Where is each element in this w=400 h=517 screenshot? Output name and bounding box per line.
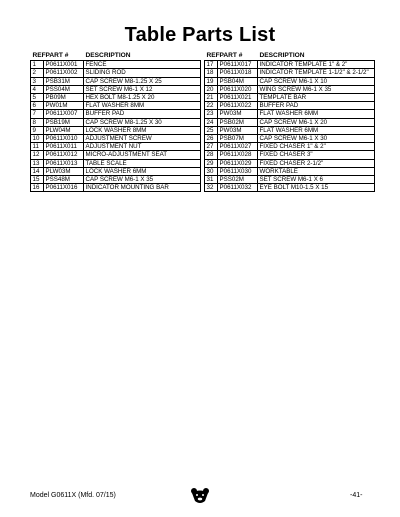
table-row: [31, 94, 201, 102]
description-cell: FENCE: [84, 61, 201, 69]
table-row: [31, 159, 201, 167]
part-number-cell: P0611X030: [218, 167, 258, 175]
grizzly-bear-icon: [190, 487, 210, 505]
description-cell: BUFFER PAD: [258, 102, 375, 110]
part-number-cell: PW03M: [218, 126, 258, 134]
part-number-cell: P0611X032: [218, 184, 258, 192]
ref-cell: 10: [31, 135, 44, 143]
table-row: [205, 69, 375, 77]
table-row: [205, 151, 375, 159]
table-row: [31, 85, 201, 93]
ref-cell: 31: [205, 176, 218, 184]
part-number-cell: PSS48M: [44, 176, 84, 184]
ref-cell: 29: [205, 159, 218, 167]
ref-cell: 21: [205, 94, 218, 102]
description-cell: HEX BOLT M8-1.25 X 20: [84, 94, 201, 102]
part-number-cell: PLW04M: [44, 126, 84, 134]
ref-cell: 12: [31, 151, 44, 159]
table-row: [205, 184, 375, 192]
ref-cell: 23: [205, 110, 218, 118]
table-row: [31, 135, 201, 143]
part-number-cell: PSB04M: [218, 77, 258, 85]
ref-cell: 9: [31, 126, 44, 134]
ref-cell: 4: [31, 85, 44, 93]
ref-cell: 18: [205, 69, 218, 77]
description-cell: FLAT WASHER 8MM: [84, 102, 201, 110]
table-row: [31, 167, 201, 175]
part-number-cell: P0611X029: [218, 159, 258, 167]
description-cell: INDICATOR MOUNTING BAR: [84, 184, 201, 192]
ref-cell: 11: [31, 143, 44, 151]
part-number-cell: PSB02M: [218, 118, 258, 126]
description-cell: EYE BOLT M10-1.5 X 15: [258, 184, 375, 192]
part-number-cell: PW03M: [218, 110, 258, 118]
part-number-cell: PSS02M: [218, 176, 258, 184]
ref-cell: 27: [205, 143, 218, 151]
ref-cell: 19: [205, 77, 218, 85]
ref-cell: 24: [205, 118, 218, 126]
ref-cell: 3: [31, 77, 44, 85]
table-row: [31, 102, 201, 110]
table-row: [31, 118, 201, 126]
ref-cell: 20: [205, 85, 218, 93]
table-row: [31, 143, 201, 151]
ref-cell: 16: [31, 184, 44, 192]
ref-cell: 17: [205, 61, 218, 69]
part-number-cell: P0611X011: [44, 143, 84, 151]
part-number-cell: P0611X022: [218, 102, 258, 110]
ref-cell: 30: [205, 167, 218, 175]
part-column-header: PART #: [45, 52, 69, 59]
part-number-cell: P0611X013: [44, 159, 84, 167]
table-header-row: [31, 52, 201, 61]
part-number-cell: P0611X018: [218, 69, 258, 77]
footer-model: Model G0611X (Mfd. 07/15): [30, 492, 116, 499]
description-cell: WORKTABLE: [258, 167, 375, 175]
part-column-header: PART #: [219, 52, 243, 59]
table-row: [31, 176, 201, 184]
part-number-cell: P0611X017: [218, 61, 258, 69]
ref-cell: 13: [31, 159, 44, 167]
table-row: [205, 126, 375, 134]
description-cell: ADJUSTMENT SCREW: [84, 135, 201, 143]
description-cell: INDICATOR TEMPLATE 1" & 2": [258, 61, 375, 69]
description-column-header: DESCRIPTION: [85, 52, 131, 59]
description-cell: LOCK WASHER 8MM: [84, 126, 201, 134]
part-number-cell: PSS04M: [44, 85, 84, 93]
description-cell: FLAT WASHER 6MM: [258, 110, 375, 118]
description-cell: ADJUSTMENT NUT: [84, 143, 201, 151]
description-cell: BUFFER PAD: [84, 110, 201, 118]
part-number-cell: PB09M: [44, 94, 84, 102]
ref-cell: 6: [31, 102, 44, 110]
description-cell: CAP SCREW M6-1 X 10: [258, 77, 375, 85]
parts-table-right-body: [205, 61, 375, 192]
part-number-cell: P0611X012: [44, 151, 84, 159]
parts-table-left: [30, 52, 201, 192]
page-number: -41-: [350, 492, 363, 499]
part-number-cell: PSB19M: [44, 118, 84, 126]
ref-column-header: REF: [32, 52, 46, 59]
table-row: [205, 110, 375, 118]
description-cell: CAP SCREW M8-1.25 X 30: [84, 118, 201, 126]
description-cell: SET SCREW M6-1 X 6: [258, 176, 375, 184]
description-cell: FIXED CHASER 3": [258, 151, 375, 159]
description-cell: FIXED CHASER 2-1/2": [258, 159, 375, 167]
ref-cell: 7: [31, 110, 44, 118]
page-title: Table Parts List: [124, 24, 276, 46]
table-row: [205, 61, 375, 69]
parts-table-left-body: [31, 61, 201, 192]
table-row: [205, 143, 375, 151]
part-number-cell: PLW03M: [44, 167, 84, 175]
part-number-cell: P0611X016: [44, 184, 84, 192]
table-row: [31, 77, 201, 85]
table-row: [205, 167, 375, 175]
description-cell: LOCK WASHER 6MM: [84, 167, 201, 175]
description-cell: SLIDING ROD: [84, 69, 201, 77]
table-row: [31, 110, 201, 118]
table-row: [205, 102, 375, 110]
description-cell: CAP SCREW M6-1 X 35: [84, 176, 201, 184]
description-cell: FLAT WASHER 6MM: [258, 126, 375, 134]
ref-column-header: REF: [206, 52, 220, 59]
table-row: [205, 135, 375, 143]
table-row: [205, 159, 375, 167]
part-number-cell: P0611X010: [44, 135, 84, 143]
part-number-cell: P0611X020: [218, 85, 258, 93]
description-cell: CAP SCREW M6-1 X 20: [258, 118, 375, 126]
table-row: [31, 151, 201, 159]
part-number-cell: P0611X001: [44, 61, 84, 69]
description-cell: TABLE SCALE: [84, 159, 201, 167]
table-row: [205, 85, 375, 93]
ref-cell: 8: [31, 118, 44, 126]
part-number-cell: P0611X028: [218, 151, 258, 159]
table-row: [205, 94, 375, 102]
part-number-cell: P0611X002: [44, 69, 84, 77]
ref-cell: 22: [205, 102, 218, 110]
part-number-cell: P0611X021: [218, 94, 258, 102]
part-number-cell: P0611X007: [44, 110, 84, 118]
table-row: [31, 126, 201, 134]
description-cell: TEMPLATE BAR: [258, 94, 375, 102]
table-row: [205, 176, 375, 184]
description-cell: CAP SCREW M8-1.25 X 25: [84, 77, 201, 85]
description-column-header: DESCRIPTION: [259, 52, 305, 59]
table-row: [31, 61, 201, 69]
description-cell: SET SCREW M6-1 X 12: [84, 85, 201, 93]
part-number-cell: PSB31M: [44, 77, 84, 85]
ref-cell: 32: [205, 184, 218, 192]
table-row: [31, 184, 201, 192]
description-cell: FIXED CHASER 1" & 2": [258, 143, 375, 151]
table-row: [31, 69, 201, 77]
ref-cell: 26: [205, 135, 218, 143]
ref-cell: 25: [205, 126, 218, 134]
description-cell: WING SCREW M6-1 X 35: [258, 85, 375, 93]
ref-cell: 1: [31, 61, 44, 69]
ref-cell: 28: [205, 151, 218, 159]
ref-cell: 2: [31, 69, 44, 77]
table-header-row: [205, 52, 375, 61]
ref-cell: 15: [31, 176, 44, 184]
part-number-cell: PW01M: [44, 102, 84, 110]
description-cell: INDICATOR TEMPLATE 1-1/2" & 2-1/2": [258, 69, 375, 77]
description-cell: CAP SCREW M6-1 X 30: [258, 135, 375, 143]
ref-cell: 5: [31, 94, 44, 102]
description-cell: MICRO-ADJUSTMENT SEAT: [84, 151, 201, 159]
table-row: [205, 77, 375, 85]
table-row: [205, 118, 375, 126]
part-number-cell: P0611X027: [218, 143, 258, 151]
parts-table-right: [204, 52, 375, 192]
ref-cell: 14: [31, 167, 44, 175]
part-number-cell: PSB07M: [218, 135, 258, 143]
